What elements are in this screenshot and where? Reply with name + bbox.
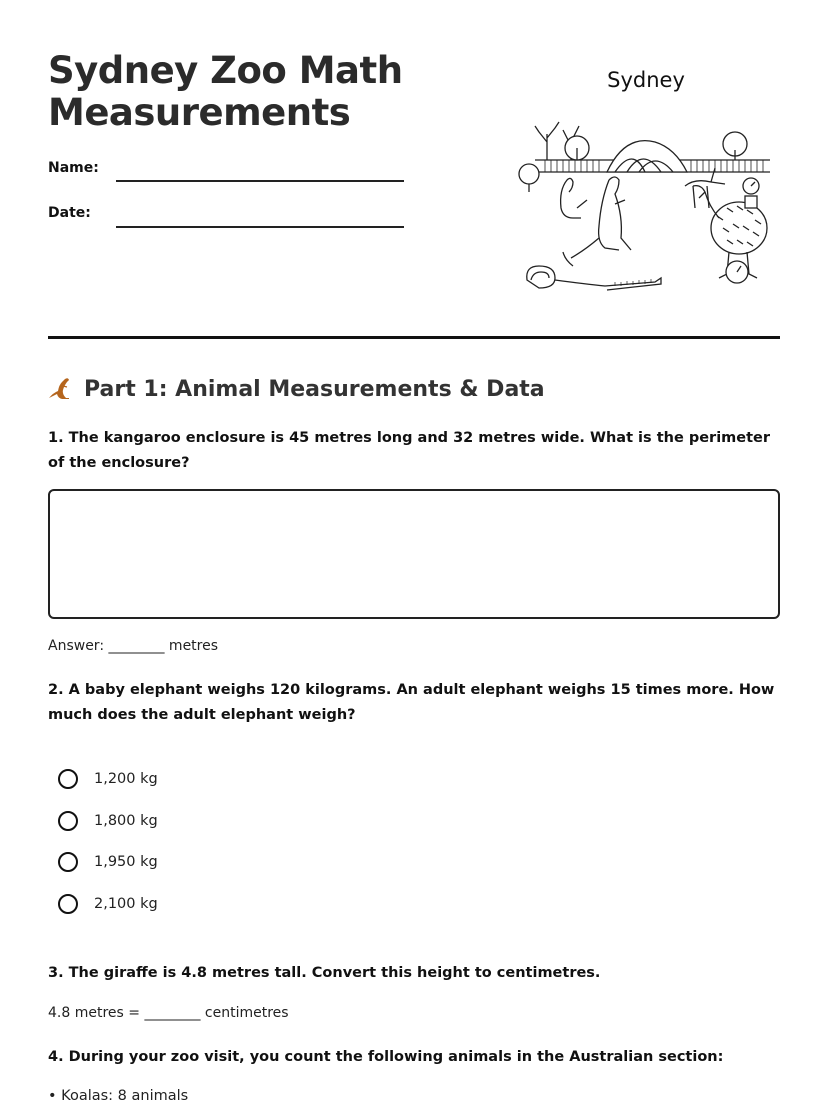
header-divider xyxy=(48,336,780,339)
date-field-line[interactable] xyxy=(116,226,404,228)
question-1-answer-line: Answer: ________ metres xyxy=(48,638,219,654)
question-4-list-item: • Koalas: 8 animals xyxy=(48,1088,189,1104)
illustration-caption: Sydney xyxy=(607,68,685,92)
option-label: 1,200 kg xyxy=(94,771,158,787)
radio-button[interactable] xyxy=(58,894,78,914)
title-line-1: Sydney Zoo Math xyxy=(48,49,403,92)
question-2-option-3[interactable] xyxy=(58,850,158,874)
zoo-scene-drawing xyxy=(515,68,777,298)
question-3-answer-line: 4.8 metres = ________ centimetres xyxy=(48,1005,289,1021)
sydney-zoo-illustration xyxy=(515,68,777,298)
question-1-work-box[interactable] xyxy=(48,489,780,619)
question-2-option-2[interactable] xyxy=(58,809,158,833)
option-label: 1,800 kg xyxy=(94,813,158,829)
question-4-text: 4. During your zoo visit, you count the following animals in the Australian section: xyxy=(48,1049,724,1065)
section-heading-part-1 xyxy=(48,375,545,409)
question-2-option-4[interactable] xyxy=(58,892,158,916)
question-3-text: 3. The giraffe is 4.8 metres tall. Convert this height to centimetres. xyxy=(48,965,601,981)
radio-button[interactable] xyxy=(58,811,78,831)
question-1-text: 1. The kangaroo enclosure is 45 metres long and 32 metres wide. What is the perimeter of the enclosure? xyxy=(48,430,771,471)
radio-button[interactable] xyxy=(58,769,78,789)
kangaroo-icon xyxy=(48,376,76,409)
radio-button[interactable] xyxy=(58,852,78,872)
question-2-text: 2. A baby elephant weighs 120 kilograms. An adult elephant weighs 15 times more. How much does the adult elephant weigh? xyxy=(48,682,775,723)
option-label: 2,100 kg xyxy=(94,896,158,912)
question-2-option-1[interactable] xyxy=(58,767,158,791)
worksheet-title xyxy=(48,50,403,134)
title-line-2: Measurements xyxy=(48,91,351,134)
option-label: 1,950 kg xyxy=(94,854,158,870)
name-field-line[interactable] xyxy=(116,180,404,182)
section-heading-text: Part 1: Animal Measurements & Data xyxy=(84,377,545,402)
name-label: Name: xyxy=(48,160,99,176)
date-label: Date: xyxy=(48,205,91,221)
